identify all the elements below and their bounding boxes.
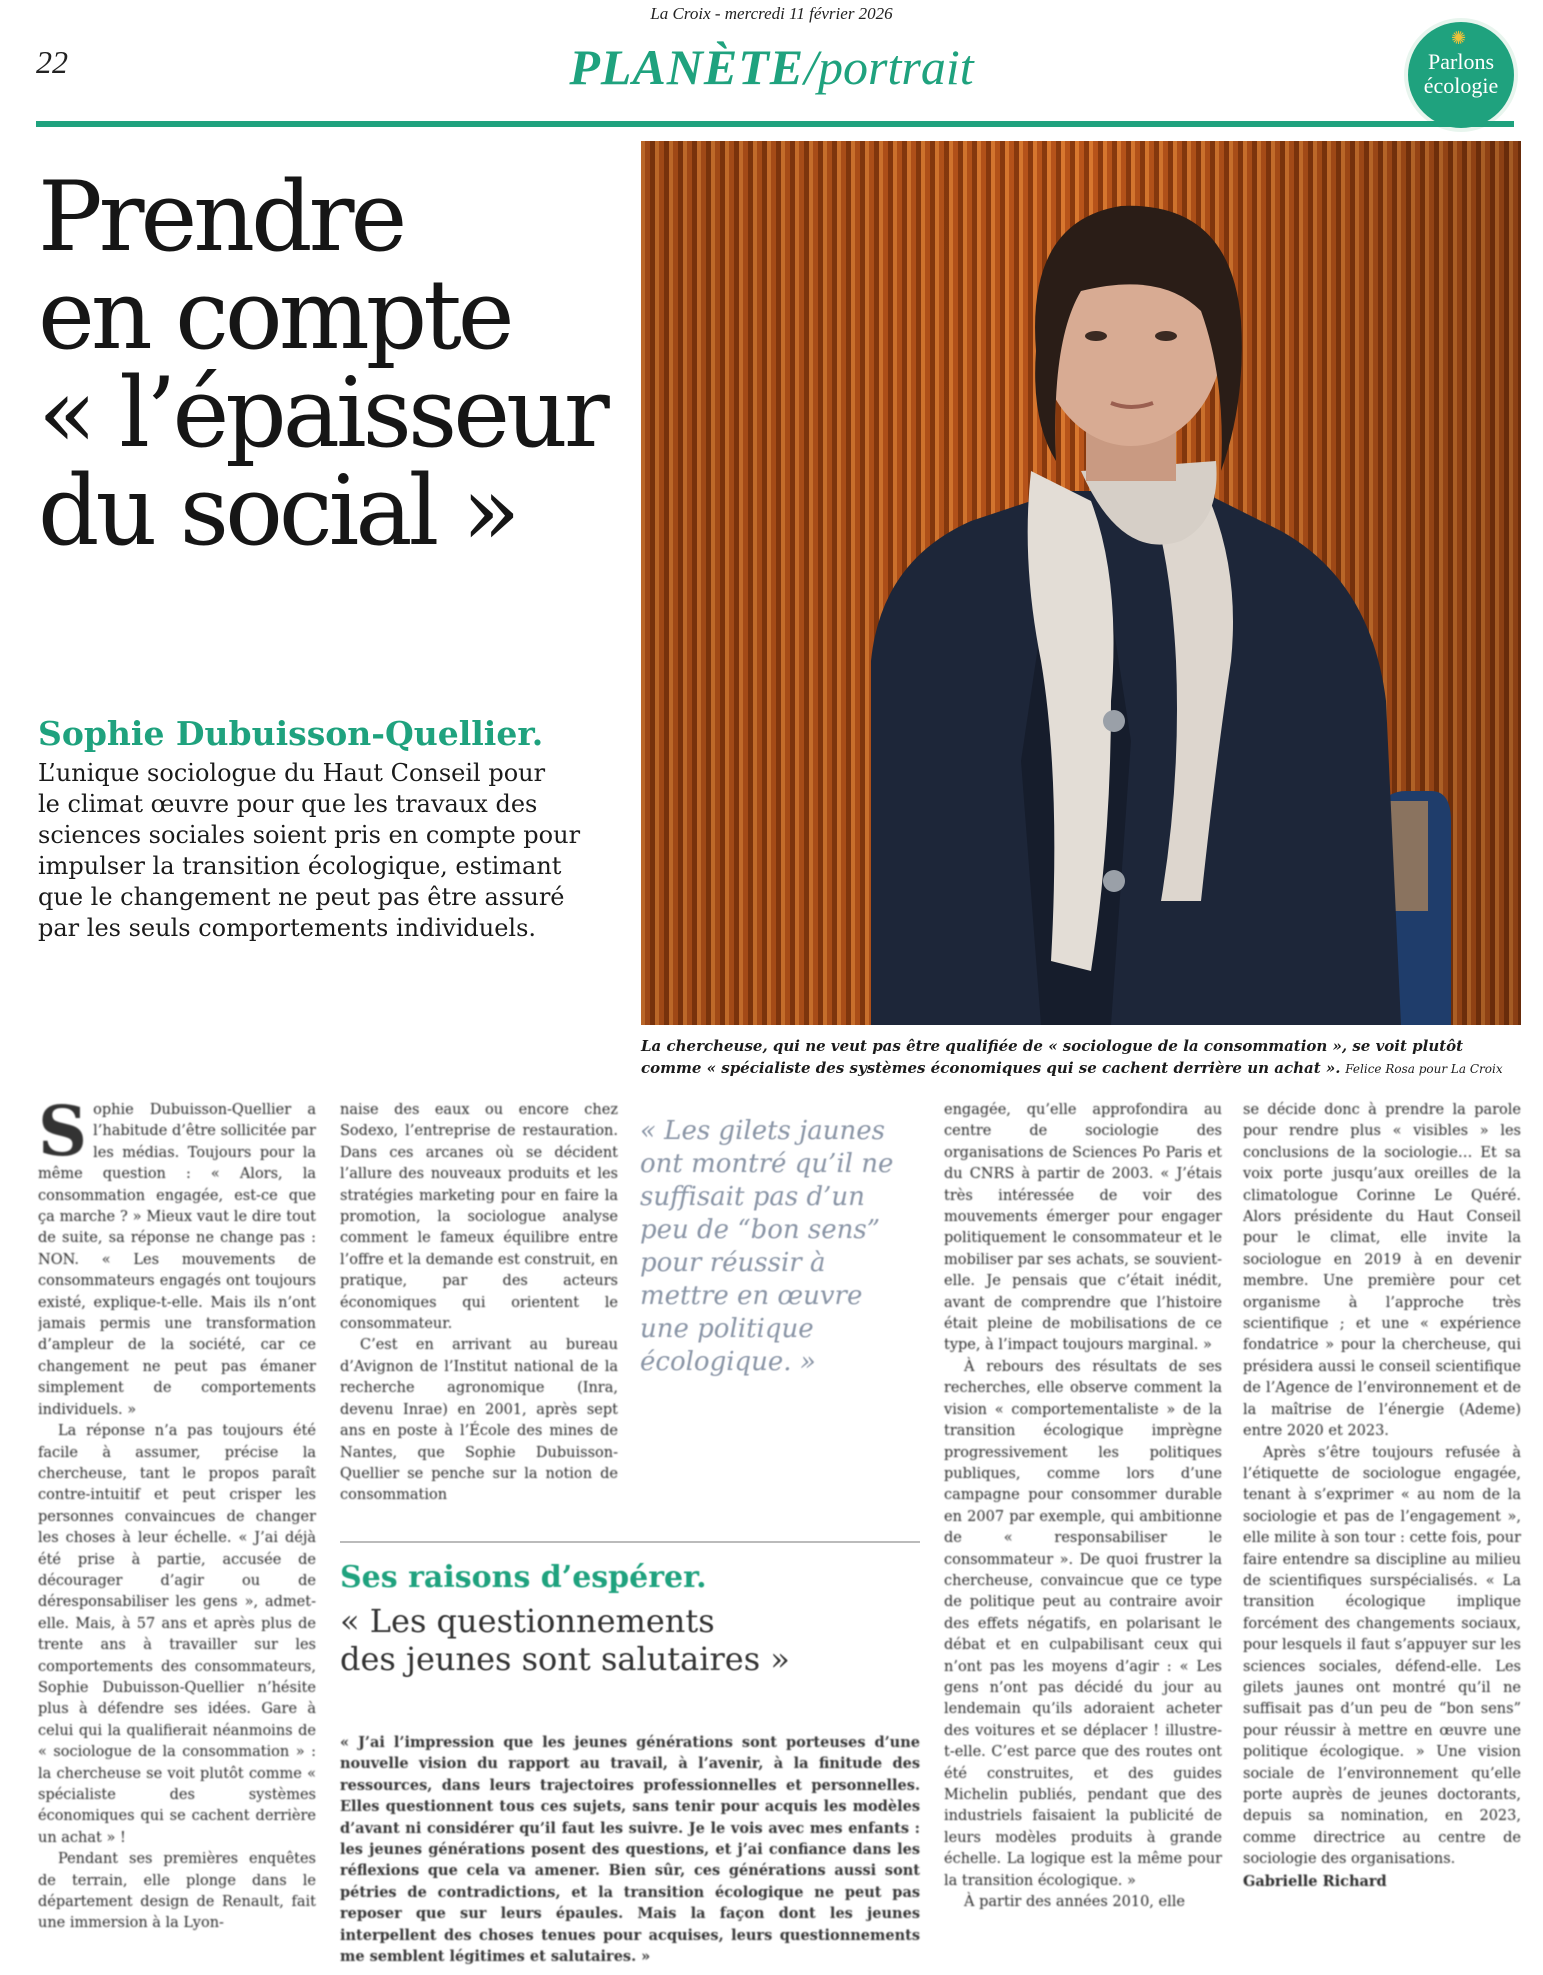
headline-line: en compte [38,259,511,371]
lede-line: le climat œuvre pour que les travaux des [38,790,538,818]
sidebar-quote [340,1602,920,1678]
lede-paragraph [38,758,628,944]
headline-line: Prendre [38,161,404,273]
lede-line: que le changement ne peut pas être assuré [38,883,565,911]
paragraph: Après s’être toujours refusée à l’étiquette de sociologue engagée, tenant à s’exprimer « au nom de la sociologie et pas de l’engagement », elle milite à son tour : cette fois, pour faire entendre sa discipline au milieu de scientifiques surspécialisés. « La transition écologique implique forcément des changements sociaux, pour lesquels il faut s’appuyer sur les sciences sociales, défend-elle. Les gilets jaunes ont montré qu’il ne suffisait pas d’un peu de “bon sens” pour réussir à mettre en œuvre une politique écologique. » Une vision sociale de l’environnement qu’elle porte auprès de jeunes doctorants, depuis sa nomination, en 2023, comme directrice au centre de sociologie des organisations. [1243,1444,1521,1868]
sidebar-heading: Ses raisons d’espérer. [340,1560,707,1595]
paragraph: « J’ai l’impression que les jeunes générations sont porteuses d’une nouvelle vision du rapport au travail, à l’avenir, à la finitude des ressources, dans leurs trajectoires professionnelles et personnelles. Elles questionnent tous ces sujets, sans tenir pour acquis les modèles d’avant ni considérer qu’il faut les suivre. Je le vois avec mes enfants : les jeunes générations posent des questions, et j’ai confiance dans les réflexions que cela va amener. Bien sûr, ces générations aussi sont pétries de contradictions, et la transition écologique ne peut pas reposer que sur leurs épaules. Mais la façon dont les jeunes interpellent des choses tenues pour acquises, leurs questionnements me semblent légitimes et salutaires. » [340,1734,920,1966]
paragraph: se décide donc à prendre la parole pour rendre plus « visibles » les conclusions de la sociologie… Et sa voix porte jusqu’aux oreilles de la climatologue Corinne Le Quéré. Alors présidente du Haut Conseil pour le climat, elle invite la sociologue en 2019 à en devenir membre. Une première pour cet organisme à l’approche très scientifique ; et une « expérience fondatrice » pour la chercheuse, qui présidera aussi le conseil scientifique de l’Agence de l’environnement et de la maîtrise de l’énergie (Ademe) entre 2020 et 2023. [1243,1102,1521,1440]
paragraph: À partir des années 2010, elle [964,1894,1185,1911]
lede-line: L’unique sociologue du Haut Conseil pour [38,759,546,787]
paragraph: Pendant ses premières enquêtes de terrain, elle plonge dans le département design de Renault, fait une immersion à la Lyon- [38,1851,316,1932]
subsection-title: /portrait [804,39,974,95]
paragraph: engagée, qu’elle approfondira au centre de sociologie des organisations de Sciences Po Paris et du CNRS à partir de 2003. « J’étais très intéressée de voir des mouvements émerger pour engager politiquement le consommateur et le mobiliser par ses achats, se souvient-elle. Je pensais que c’était inédit, avant de comprendre que l’histoire était pleine de mobilisations de ce type, à l’impact toujours marginal. » [944,1102,1222,1354]
parlons-ecologie-logo [1408,22,1514,128]
paragraph: C’est en arrivant au bureau d’Avignon de l’Institut national de la recherche agronomique (Inra, devenu Inrae) en 2001, après sept ans en poste à l’École des mines de Nantes, que Sophie Dubuisson-Quellier se penche sur la notion de consommation [340,1337,618,1504]
paragraph: ophie Dubuisson-Quellier a l’habitude d’être sollicitée par les médias. Toujours pour la même question : « Alors, la consommation engagée, est-ce que ça marche ? » Mieux vaut le dire tout de suite, sa réponse ne change pas : NON. « Les mouvements de consommateurs engagés ont toujours existé, explique-t-elle. Mais ils n’ont jamais permis une transformation d’ampleur de la société, car ce changement ne peut pas émaner simplement de comportements individuels. » [38,1102,316,1418]
sidebar-rule [340,1541,920,1543]
dateline: La Croix - mercredi 11 février 2026 [650,4,893,23]
author-signature: Gabrielle Richard [1243,1872,1387,1890]
sidebar-body [340,1732,920,1972]
paragraph: La réponse n’a pas toujours été facile à assumer, précise la chercheuse, tant le propos paraît contre-intuitif et peut crisper les personnes convaincues de changer les choses à leur échelle. « J’ai déjà été prise à partie, accusée de décourager d’agir ou de déresponsabiliser les gens », admet-elle. Mais, à 57 ans et après plus de trente ans à travailler sur les comportements des consommateurs, Sophie Dubuisson-Quellier n’hésite plus à défendre ses idées. Gare à celui qui la qualifierait néanmoins de « sociologue de la consommation » : la chercheuse se voit plutôt comme « spécialiste des systèmes économiques qui se cachent derrière un achat » ! [38,1423,316,1846]
portrait-photo [641,141,1521,1025]
sidebar-quote-line: des jeunes sont salutaires » [340,1640,790,1678]
drop-cap: S [38,1100,88,1172]
section-title: PLANÈTE [569,39,805,95]
article-column-3 [944,1100,1222,1970]
sun-icon: ✺ [1451,28,1467,48]
paragraph: À rebours des résultats de ses recherches, elle observe comment la vision « comportementaliste » de la transition écologique imprègne progressivement les politiques publiques, comme lors d’une campagne pour consommer durable en 2007 par exemple, qui ambitionne de « responsabiliser le consommateur ». De quoi frustrer la chercheuse, convaincue que ce type de politique peut au contraire avoir des effets négatifs, en polarisant le débat et en culpabilisant ceux qui n’ont pas les moyens d’agir : « Les gens n’ont pas décidé du jour au lendemain qu’ils adoraient acheter des voitures et se déplacer ! illustre-t-elle. C’est parce que des routes ont été construites, et des guides Michelin publiés, pendant que des industriels faisaient la publicité de leurs modèles produits à grande échelle. La logique est la même pour la transition écologique. » [944,1358,1222,1889]
lede-line: impulser la transition écologique, estimant [38,852,562,880]
headline-line: du social » [38,455,517,567]
article-column-1 [38,1100,316,1970]
portrait-subject-name: Sophie Dubuisson-Quellier. [38,714,544,753]
portrait-illustration [641,141,1521,1025]
paragraph: naise des eaux ou encore chez Sodexo, l’entreprise de restauration. Dans ces arcanes où se décident l’allure des nouveaux produits et les stratégies marketing pour en faire la promotion, la sociologue analyse comment le fameux équilibre entre l’offre et la demande est construit, en pratique, par des acteurs économiques qui orientent le consommateur. [340,1102,618,1333]
article-column-4 [1243,1100,1521,1970]
photo-credit: Felice Rosa pour La Croix [1345,1062,1503,1076]
page-number: 22 [36,44,68,80]
sidebar-quote-line: « Les questionnements [340,1602,715,1640]
pull-quote: « Les gilets jaunes ont montré qu’il ne suffisait pas d’un peu de “bon sens” pour réussir à mettre en œuvre une politique écologique. » [640,1116,894,1377]
caption-line: La chercheuse, qui ne veut pas être qualifiée de « sociologue de la consommation », se voit plutôt [641,1037,1464,1055]
lede-line: par les seuls comportements individuels. [38,914,537,942]
header-rule [36,121,1514,127]
section-rubric [0,38,1543,96]
headline-line: « l’épaisseur [38,357,606,469]
photo-caption [641,1035,1521,1080]
caption-line: comme « spécialiste des systèmes économiques qui se cachent derrière un achat ». [641,1059,1341,1077]
headline [38,161,638,567]
logo-line-2: écologie [1423,73,1499,98]
lede-line: sciences sociales soient pris en compte pour [38,821,581,849]
article-column-2 [340,1100,618,1525]
logo-line-1: Parlons [1428,49,1494,74]
